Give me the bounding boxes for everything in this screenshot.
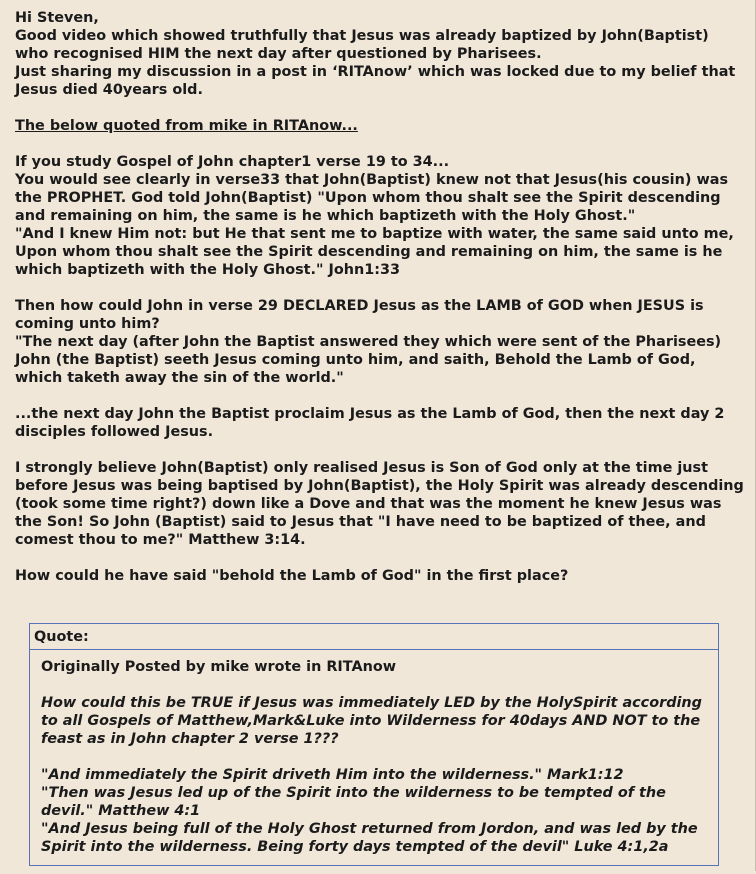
- quote-content: [30, 649, 718, 865]
- post-line: Just sharing my discussion in a post in ‘RITAnow’ which was locked due to my belief that Jesus died 40years old.: [15, 64, 736, 98]
- post-line: How could he have said "behold the Lamb of God" in the first place?: [15, 568, 569, 584]
- post-line: If you study Gospel of John chapter1 verse 19 to 34...: [15, 154, 450, 170]
- greeting: Hi Steven,: [15, 10, 99, 26]
- post-paragraph: [15, 9, 745, 99]
- quote-line: How could this be TRUE if Jesus was immediately LED by the HolySpirit according to all Gospels of Matthew,Mark&Luke into Wilderness for 40days AND NOT to the feast as in John chapter 2 verse 1???: [41, 695, 702, 747]
- post-line: ...the next day John the Baptist proclaim Jesus as the Lamb of God, then the next day 2 disciples followed Jesus.: [15, 406, 725, 440]
- post-line: Then how could John in verse 29 DECLARED Jesus as the LAMB of GOD when JESUS is coming unto him?: [15, 298, 704, 332]
- post-paragraph: [15, 117, 745, 135]
- quote-attribution: Originally Posted by mike wrote in RITAnow: [41, 659, 397, 675]
- post-paragraph: [15, 459, 745, 549]
- post-line: Good video which showed truthfully that Jesus was already baptized by John(Baptist) who recognised HIM the next day after questioned by Pharisees.: [15, 28, 709, 62]
- quote-paragraph: [41, 766, 706, 856]
- post-body: [15, 9, 745, 603]
- post-paragraph: [15, 297, 745, 387]
- quote-paragraph: [41, 694, 706, 748]
- quote-box: [29, 623, 719, 866]
- post-paragraph: [15, 405, 745, 441]
- quote-intro-heading: The below quoted from mike in RITAnow...: [15, 118, 358, 134]
- post-paragraph: [15, 567, 745, 585]
- quote-body: [41, 694, 706, 874]
- quote-label: Quote:: [34, 629, 89, 645]
- quote-line: "And Jesus being full of the Holy Ghost returned from Jordon, and was led by the Spirit into the wilderness. Being forty days tempted of the devil" Luke 4:1,2a: [41, 821, 698, 855]
- post-paragraph: [15, 153, 745, 279]
- post-line: I strongly believe John(Baptist) only realised Jesus is Son of God only at the time just before Jesus was being baptised by John(Baptist), the Holy Spirit was already descending (took some time right?) down like a Dove and that was the moment he knew Jesus was the Son! So John (Baptist) said to Jesus that "I have need to be baptized of thee, and comest thou to me?" Matthew 3:14.: [15, 460, 744, 548]
- post-line: "And I knew Him not: but He that sent me to baptize with water, the same said unto me, Upon whom thou shalt see the Spirit descending and remaining on him, the same is he which baptizeth with the Holy Ghost." John1:33: [15, 226, 734, 278]
- post-line: You would see clearly in verse33 that John(Baptist) knew not that Jesus(his cousin) was the PROPHET. God told John(Baptist) "Upon whom thou shalt see the Spirit descending and remaining on him, the same is he which baptizeth with the Holy Ghost.": [15, 172, 729, 224]
- post-line: "The next day (after John the Baptist answered they which were sent of the Pharisees) John (the Baptist) seeth Jesus coming unto him, and saith, Behold the Lamb of God, which taketh away the sin of the world.": [15, 334, 722, 386]
- quote-line: "And immediately the Spirit driveth Him into the wilderness." Mark1:12: [41, 767, 624, 783]
- quote-line: "Then was Jesus led up of the Spirit into the wilderness to be tempted of the devil." Matthew 4:1: [41, 785, 666, 819]
